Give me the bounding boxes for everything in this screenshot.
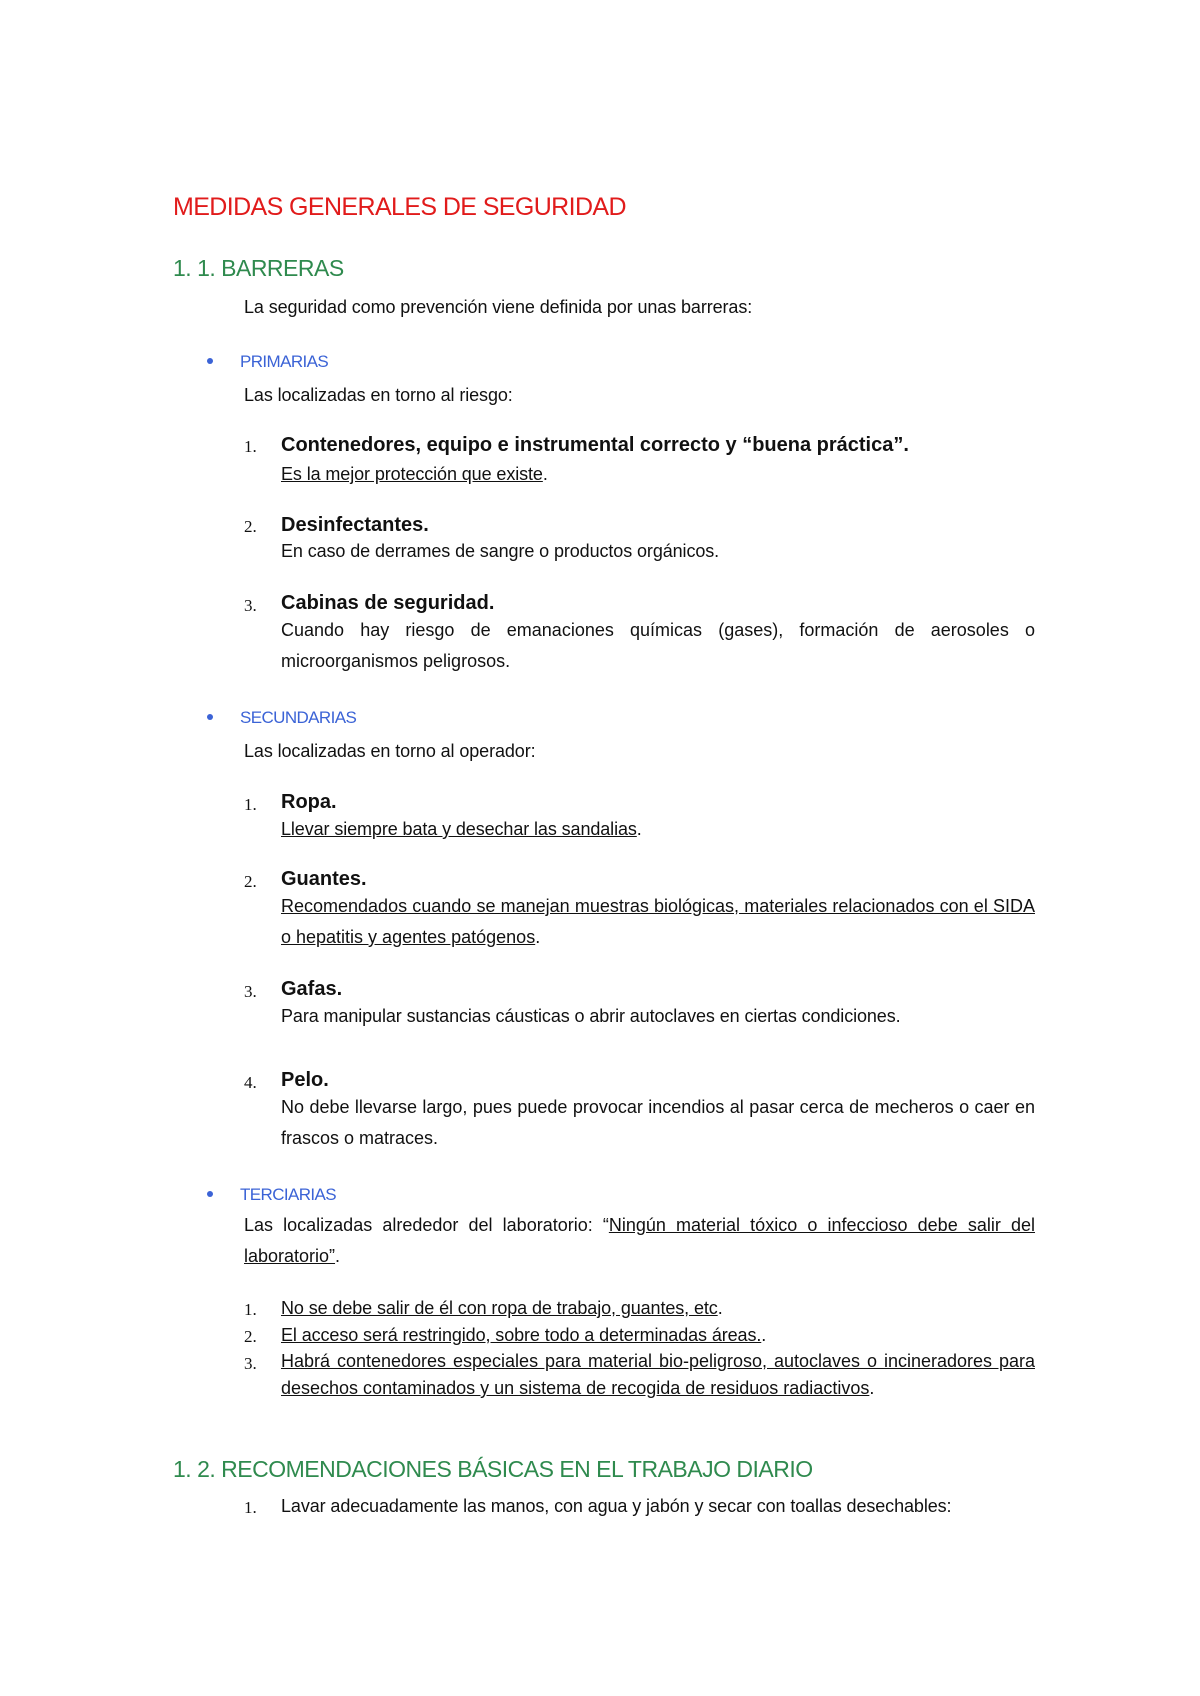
list-number: 3. bbox=[244, 982, 257, 1001]
secundarias-desc: Las localizadas en torno al operador: bbox=[244, 741, 536, 761]
item-text-underlined: Llevar siempre bata y desechar las sandalias bbox=[281, 819, 637, 839]
item-text-end: . bbox=[869, 1378, 875, 1398]
item-title: Pelo. bbox=[281, 1069, 329, 1091]
item-text-end: . bbox=[636, 819, 642, 839]
terciarias-desc bbox=[244, 1210, 1035, 1272]
item-text-end: . bbox=[535, 927, 541, 947]
page-title: MEDIDAS GENERALES DE SEGURIDAD bbox=[173, 193, 626, 221]
terciarias-desc-quote: Ningún material tóxico o infeccioso debe salir del laboratorio” bbox=[244, 1215, 1035, 1266]
section-heading-barreras: 1. 1. BARRERAS bbox=[173, 255, 344, 281]
bullet-primarias bbox=[207, 352, 328, 372]
bullet-label: PRIMARIAS bbox=[240, 352, 329, 371]
item-text bbox=[281, 464, 548, 485]
list-number: 2. bbox=[244, 872, 257, 891]
item-title: Gafas. bbox=[281, 978, 343, 1000]
terciarias-desc-end: . bbox=[335, 1246, 341, 1266]
primarias-desc: Las localizadas en torno al riesgo: bbox=[244, 385, 513, 405]
item-text-underlined: Habrá contenedores especiales para material bio-peligroso, autoclaves o incineradores para desechos contaminados y un sistema de recogida de residuos radiactivos bbox=[281, 1351, 1035, 1398]
item-title: Contenedores, equipo e instrumental correcto y “buena práctica”. bbox=[281, 434, 909, 456]
item-text bbox=[281, 819, 642, 840]
item-text bbox=[281, 1325, 766, 1346]
item-title: Cabinas de seguridad. bbox=[281, 592, 495, 614]
item-title: Guantes. bbox=[281, 868, 367, 890]
item-text-underlined: No se debe salir de él con ropa de trabajo, guantes, etc bbox=[281, 1298, 718, 1318]
item-text: En caso de derrames de sangre o productos orgánicos. bbox=[281, 541, 720, 561]
item-title: Ropa. bbox=[281, 791, 337, 813]
item-text bbox=[281, 1298, 723, 1319]
section-heading-recomendaciones: 1. 2. RECOMENDACIONES BÁSICAS EN EL TRABAJO DIARIO bbox=[173, 1456, 813, 1482]
item-text: Cuando hay riesgo de emanaciones químicas (gases), formación de aerosoles o microorganismos peligrosos. bbox=[281, 620, 1035, 671]
item-text-end: . bbox=[542, 464, 548, 484]
item-text: Lavar adecuadamente las manos, con agua y jabón y secar con toallas desechables: bbox=[281, 1496, 952, 1516]
item-text bbox=[281, 891, 1035, 953]
section-intro: La seguridad como prevención viene definida por unas barreras: bbox=[244, 297, 753, 317]
item-text bbox=[281, 1348, 1035, 1402]
item-text-underlined: Recomendados cuando se manejan muestras biológicas, materiales relacionados con el SIDA o hepatitis y agentes patógenos bbox=[281, 896, 1035, 947]
bullet-label: SECUNDARIAS bbox=[240, 708, 357, 727]
list-number: 1. bbox=[244, 437, 257, 456]
list-number: 2. bbox=[244, 1327, 257, 1346]
bullet-terciarias bbox=[207, 1185, 336, 1205]
terciarias-desc-prefix: Las localizadas alrededor del laboratorio: “ bbox=[244, 1215, 609, 1235]
item-text-end: . bbox=[717, 1298, 723, 1318]
bullet-dot-icon bbox=[207, 1191, 213, 1197]
list-number: 3. bbox=[244, 596, 257, 615]
list-number: 4. bbox=[244, 1073, 257, 1092]
list-number: 1. bbox=[244, 1498, 257, 1517]
bullet-dot-icon bbox=[207, 714, 213, 720]
item-text-underlined: Es la mejor protección que existe bbox=[281, 464, 543, 484]
bullet-label: TERCIARIAS bbox=[240, 1185, 337, 1204]
list-number: 3. bbox=[244, 1354, 257, 1373]
item-text: Para manipular sustancias cáusticas o abrir autoclaves en ciertas condiciones. bbox=[281, 1006, 901, 1026]
list-number: 1. bbox=[244, 1300, 257, 1319]
item-text: No debe llevarse largo, pues puede provocar incendios al pasar cerca de mecheros o caer en frascos o matraces. bbox=[281, 1097, 1035, 1148]
item-text-end: . bbox=[761, 1325, 767, 1345]
bullet-secundarias bbox=[207, 708, 356, 728]
list-number: 1. bbox=[244, 795, 257, 814]
item-text-underlined: El acceso será restringido, sobre todo a determinadas áreas. bbox=[281, 1325, 762, 1345]
item-title: Desinfectantes. bbox=[281, 514, 429, 536]
bullet-dot-icon bbox=[207, 358, 213, 364]
list-number: 2. bbox=[244, 517, 257, 536]
